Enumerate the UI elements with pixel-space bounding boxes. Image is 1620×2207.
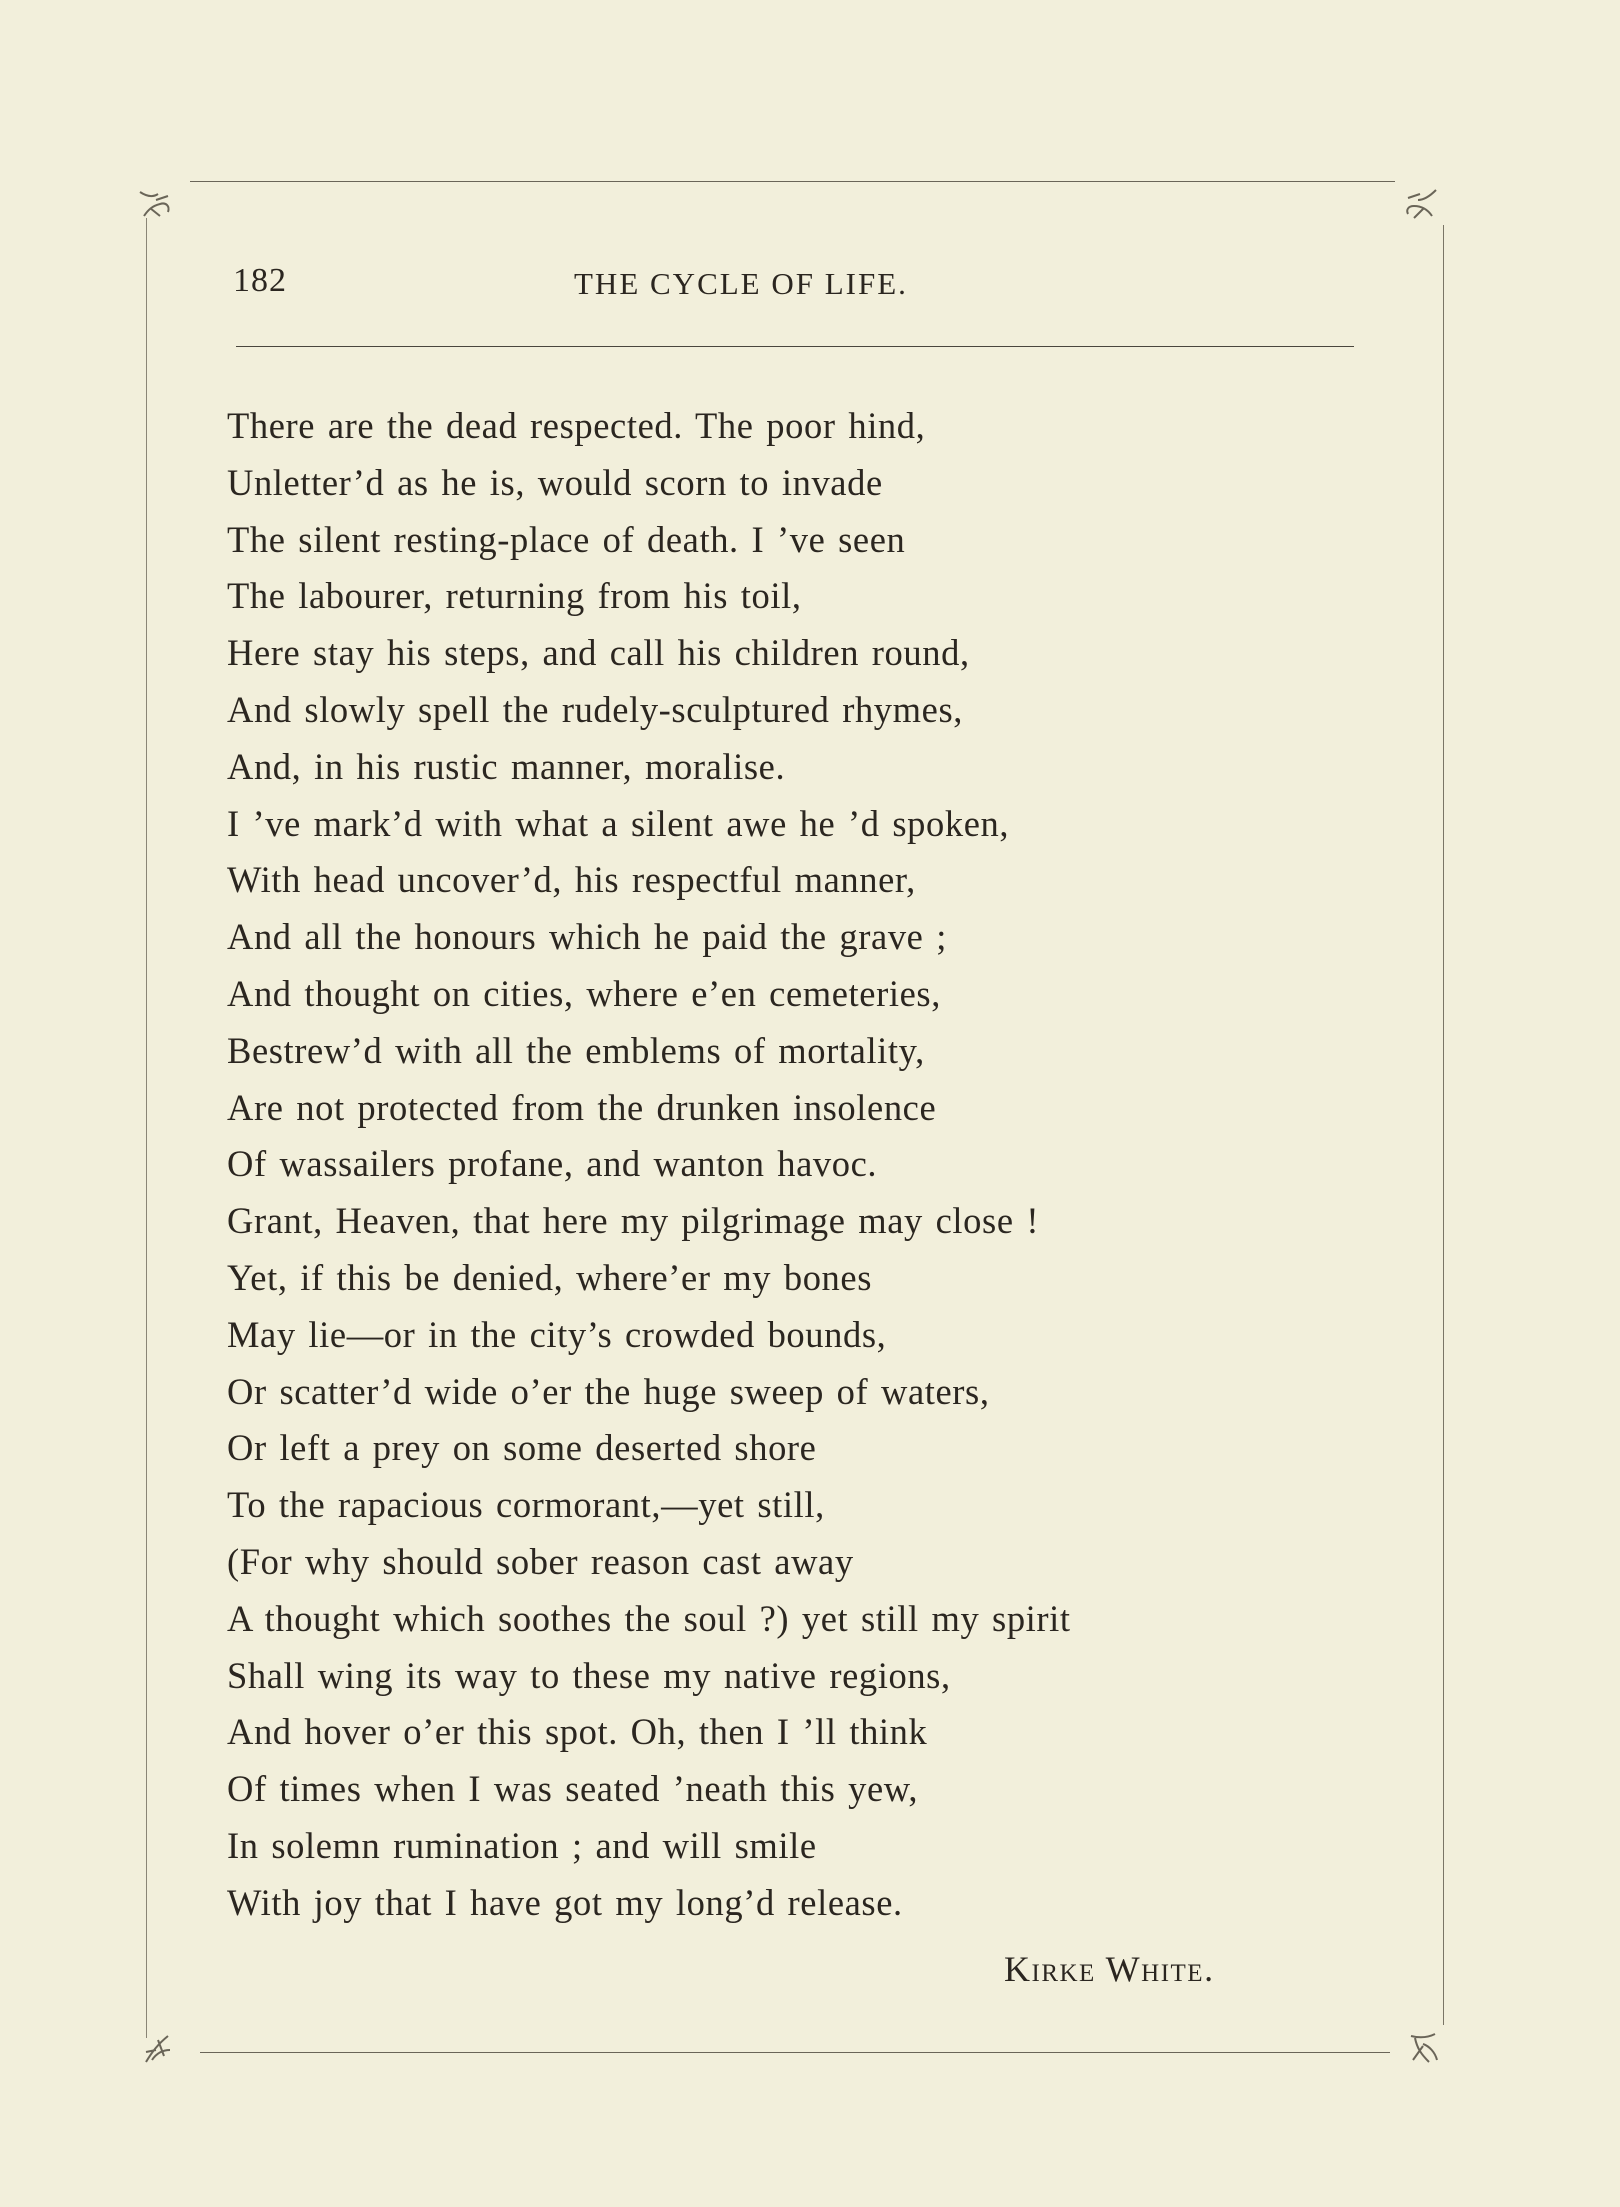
frame-right-rule (1443, 225, 1444, 2025)
poem-line: Grant, Heaven, that here my pilgrimage may close ! (227, 1200, 1040, 1242)
running-title: THE CYCLE OF LIFE. (574, 266, 908, 301)
poem-line: A thought which soothes the soul ?) yet still my spirit (227, 1597, 1071, 1639)
poem-line: May lie—or in the city’s crowded bounds, (227, 1313, 887, 1355)
corner-ornament-bottom-right (1405, 2030, 1441, 2066)
frame-bottom-rule (200, 2052, 1390, 2053)
header-rule (236, 346, 1354, 347)
corner-ornament-bottom-right-icon (1405, 2030, 1441, 2066)
running-head (0, 262, 1620, 310)
page-number: 182 (233, 262, 287, 299)
poem-line: Yet, if this be denied, where’er my bones (227, 1256, 873, 1298)
poem-line: With head uncover’d, his respectful manner, (227, 859, 916, 901)
poem-line: To the rapacious cormorant,—yet still, (227, 1484, 825, 1526)
poem-line: Of times when I was seated ’neath this yew, (227, 1768, 919, 1810)
poem-line: And all the honours which he paid the grave ; (227, 916, 947, 958)
poem-attribution: Kirke White. (1004, 1949, 1215, 1989)
poem-line: Are not protected from the drunken insolence (227, 1086, 937, 1128)
poem-line: And hover o’er this spot. Oh, then I ’ll think (227, 1711, 928, 1753)
poem-line: Or scatter’d wide o’er the huge sweep of waters, (227, 1370, 990, 1412)
poem-line: And, in his rustic manner, moralise. (227, 745, 786, 787)
poem-line: In solemn rumination ; and will smile (227, 1824, 817, 1866)
poem-line: There are the dead respected. The poor hind, (227, 405, 926, 446)
frame-top-rule (190, 181, 1395, 182)
poem-line: Here stay his steps, and call his children round, (227, 632, 970, 674)
corner-ornament-top-left (138, 186, 174, 222)
poem-line: The labourer, returning from his toil, (227, 575, 802, 617)
poem-line: The silent resting-place of death. I ’ve seen (227, 518, 906, 560)
poem-line: Or left a prey on some deserted shore (227, 1427, 817, 1469)
poem-line: I ’ve mark’d with what a silent awe he ’d spoken, (227, 802, 1010, 844)
poem-line: And thought on cities, where e’en cemeteries, (227, 972, 941, 1014)
corner-ornament-bottom-left-icon (142, 2030, 178, 2066)
corner-ornament-top-right-icon (1402, 186, 1438, 222)
poem-line: (For why should sober reason cast away (227, 1540, 854, 1582)
corner-ornament-top-right (1402, 186, 1438, 222)
poem-line: Of wassailers profane, and wanton havoc. (227, 1143, 878, 1185)
poem-body (227, 398, 1367, 1932)
corner-ornament-bottom-left (142, 2030, 178, 2066)
poem-line: With joy that I have got my long’d release. (227, 1881, 903, 1923)
poem-line: And slowly spell the rudely-sculptured rhymes, (227, 688, 963, 730)
poem-line: Shall wing its way to these my native regions, (227, 1654, 951, 1696)
frame-left-rule (146, 218, 147, 2038)
poem-line: Bestrew’d with all the emblems of mortality, (227, 1029, 925, 1071)
poem-line: Unletter’d as he is, would scorn to invade (227, 461, 883, 503)
corner-ornament-top-left-icon (138, 186, 174, 222)
